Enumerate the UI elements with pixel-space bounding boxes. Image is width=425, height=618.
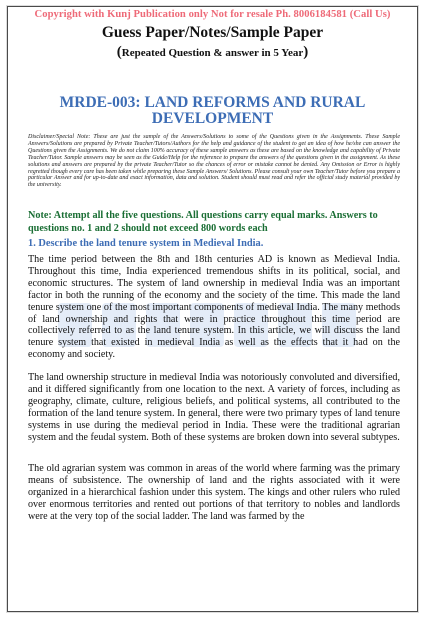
disclaimer-text: Disclaimer/Special Note: These are just the sample of the Answers/Solutions to some of the Questions given in the Assignments. These Sample Answers/Solutions are prepared by Private Teacher/Tutors/Authors for the help and guidance of the student to get an idea of how he/she can answer the Questions given the Assignments. We do not claim 100% accuracy of these sample answers as these are based on the knowledge and capability of Private Teacher/Tutor. Sample answers may be seen as the Guide/Help for the reference to prepare the answers of the questions given in the assignment. As these solutions and answers are prepared by the private Teacher/Tutor so the chances of error or mistake cannot be denied. Any Omission or Error is highly regretted though every care has been taken while preparing these Sample Answers/ Solutions. Please consult your own Teacher/Tutor before you prepare a particular Answer and for up-to-date and exact information, data and solution. Student should must read and refer the official study material provided by the university.: [28, 134, 400, 189]
document-subtitle: [0, 44, 425, 61]
copyright-notice: Copyright with Kunj Publication only Not for resale Ph. 8006184581 (Call Us): [34, 9, 391, 20]
answer-paragraph: The time period between the 8th and 18th centuries AD is known as Medieval India. Throughout this time, India experienced tremendous shifts in its political, social, and economic structures. The system of land ownership in medieval India was an important factor in both the running of the economy and the society of the time. This made the land tenure system one of the most important components of medieval India. The many methods of land ownership and rights that were in practice throughout this time period are collectively referred to as the land tenure system. In this article, we will discuss the land tenure system that existed in medieval India as well as the effects that it had on the economy and society.: [28, 254, 400, 361]
exam-note: Note: Attempt all the five questions. All questions carry equal marks. Answers to questions no. 1 and 2 should not exceed 800 words each: [28, 210, 378, 234]
answer-paragraph: The land ownership structure in medieval India was notoriously convoluted and diversified, and it differed significantly from one location to the next. A variety of forces, including as geography, climate, culture, religious beliefs, and political systems, all contributed to the formation of the land tenure system. In general, there were two primary types of land tenure systems in use during the medieval period in India. These were the traditional agrarian system and the feudal system. Both of these systems are broken down into several subtypes.: [28, 372, 400, 443]
document-title: Guess Paper/Notes/Sample Paper: [101, 24, 324, 41]
subtitle-close-paren: ): [303, 44, 309, 60]
subtitle-open-paren: (: [116, 44, 122, 60]
course-title: MRDE-003: LAND REFORMS AND RURAL DEVELOPMENT: [59, 94, 366, 127]
subtitle-text: Repeated Question & answer in 5 Year: [121, 47, 304, 59]
question-heading: 1. Describe the land tenure system in Medieval India.: [28, 238, 264, 249]
answer-paragraph: The old agrarian system was common in areas of the world where farming was the primary means of subsistence. The ownership of land and the rights associated with it were organized in a hierarchical fashion under this system. The kings and other rulers who ruled over enormous territories and rented out portions of that territory to nobles and landlords were at the very top of the social ladder. The land was farmed by the: [28, 463, 400, 522]
